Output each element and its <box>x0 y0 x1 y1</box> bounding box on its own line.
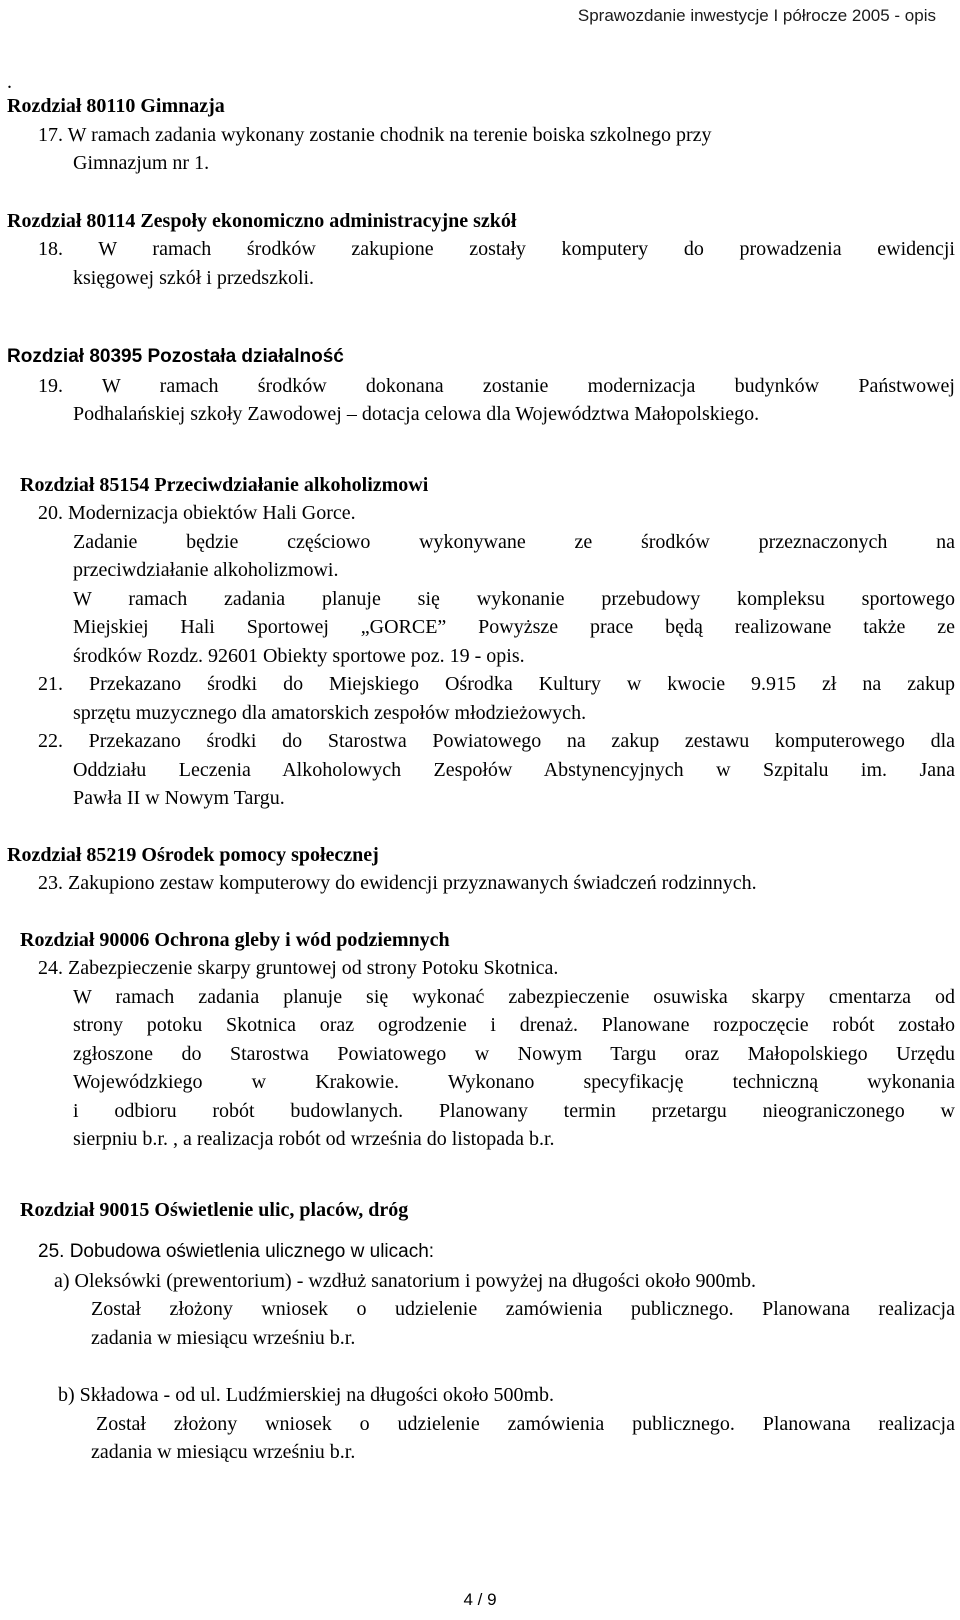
item-25b-line2: Został złożony wniosek o udzielenie zamówienia publicznego. Planowana realizacja <box>96 1412 955 1435</box>
item-17-line1: 17. W ramach zadania wykonany zostanie chodnik na terenie boiska szkolnego przy <box>38 123 712 146</box>
item-24-line3: strony potoku Skotnica oraz ogrodzenie i drenaż. Planowane rozpoczęcie robót zostało <box>73 1014 955 1036</box>
heading-85219: Rozdział 85219 Ośrodek pomocy społecznej <box>7 843 379 866</box>
document-body <box>7 71 955 1467</box>
heading-80110: Rozdział 80110 Gimnazja <box>7 95 225 117</box>
page-header-title: Sprawozdanie inwestycje I półrocze 2005 - opis <box>577 6 936 25</box>
heading-90015: Rozdział 90015 Oświetlenie ulic, placów, dróg <box>20 1198 409 1221</box>
item-24-line5: Wojewódzkiego w Krakowie. Wykonano specyfikację techniczną wykonania <box>73 1071 955 1093</box>
heading-85154: Rozdział 85154 Przeciwdziałanie alkoholizmowi <box>20 473 429 496</box>
leading-dot: . <box>7 71 12 93</box>
item-24-line6: i odbioru robót budowlanych. Planowany termin przetargu nieograniczonego w <box>73 1099 955 1122</box>
item-23: 23. Zakupiono zestaw komputerowy do ewidencji przyznawanych świadczeń rodzinnych. <box>38 872 757 894</box>
item-24-line4: zgłoszone do Starostwa Powiatowego w Nowym Targu oraz Małopolskiego Urzędu <box>73 1042 955 1065</box>
heading-90006: Rozdział 90006 Ochrona gleby i wód podziemnych <box>20 928 450 951</box>
item-22-line3: Pawła II w Nowym Targu. <box>73 787 285 809</box>
item-24-line2: W ramach zadania planuje się wykonać zabezpieczenie osuwiska skarpy cmentarza od <box>73 985 955 1008</box>
item-25a-line2: Został złożony wniosek o udzielenie zamówienia publicznego. Planowana realizacja <box>91 1298 955 1320</box>
item-24-line7: sierpniu b.r. , a realizacja robót od września do listopada b.r. <box>73 1128 555 1150</box>
item-20-line5: Miejskiej Hali Sportowej „GORCE” Powyższe prace będą realizowane także ze <box>73 616 955 638</box>
item-18-line2: księgowej szkół i przedszkoli. <box>73 266 315 289</box>
item-20-line2: Zadanie będzie częściowo wykonywane ze środków przeznaczonych na <box>73 530 955 553</box>
item-21-line1: 21. Przekazano środki do Miejskiego Ośrodka Kultury w kwocie 9.915 zł na zakup <box>38 673 955 695</box>
item-22-line2: Oddziału Leczenia Alkoholowych Zespołów Abstynencyjnych w Szpitalu im. Jana <box>73 758 955 781</box>
item-20-line3: przeciwdziałanie alkoholizmowi. <box>73 559 339 581</box>
item-19-line2: Podhalańskiej szkoły Zawodowej – dotacja celowa dla Województwa Małopolskiego. <box>73 403 760 425</box>
item-20-line4: W ramach zadania planuje się wykonanie przebudowy kompleksu sportowego <box>73 587 955 610</box>
item-17-line2: Gimnazjum nr 1. <box>73 152 210 174</box>
item-25b-line1: b) Składowa - od ul. Ludźmierskiej na długości około 500mb. <box>58 1384 555 1406</box>
item-20-line6: środków Rozdz. 92601 Obiekty sportowe poz. 19 - opis. <box>73 644 525 667</box>
item-25: 25. Dobudowa oświetlenia ulicznego w ulicach: <box>38 1241 435 1262</box>
item-25a-line1: a) Oleksówki (prewentorium) - wzdłuż sanatorium i powyżej na długości około 900mb. <box>54 1269 757 1292</box>
item-25b-line3: zadania w miesiącu wrześniu b.r. <box>91 1441 356 1463</box>
item-22-line1: 22. Przekazano środki do Starostwa Powiatowego na zakup zestawu komputerowego dla <box>38 730 955 752</box>
item-24-line1: 24. Zabezpieczenie skarpy gruntowej od strony Potoku Skotnica. <box>38 957 559 979</box>
heading-80114: Rozdział 80114 Zespoły ekonomiczno administracyjne szkół <box>7 209 517 232</box>
item-25a-line3: zadania w miesiącu wrześniu b.r. <box>91 1326 356 1349</box>
item-20-line1: 20. Modernizacja obiektów Hali Gorce. <box>38 502 356 524</box>
page-number: 4 / 9 <box>463 1590 497 1609</box>
item-21-line2: sprzętu muzycznego dla amatorskich zespołów młodzieżowych. <box>73 701 587 724</box>
item-18-line1: 18. W ramach środków zakupione zostały komputery do prowadzenia ewidencji <box>38 238 955 260</box>
heading-80395: Rozdział 80395 Pozostała działalność <box>7 346 344 367</box>
item-19-line1: 19. W ramach środków dokonana zostanie modernizacja budynków Państwowej <box>38 374 955 397</box>
